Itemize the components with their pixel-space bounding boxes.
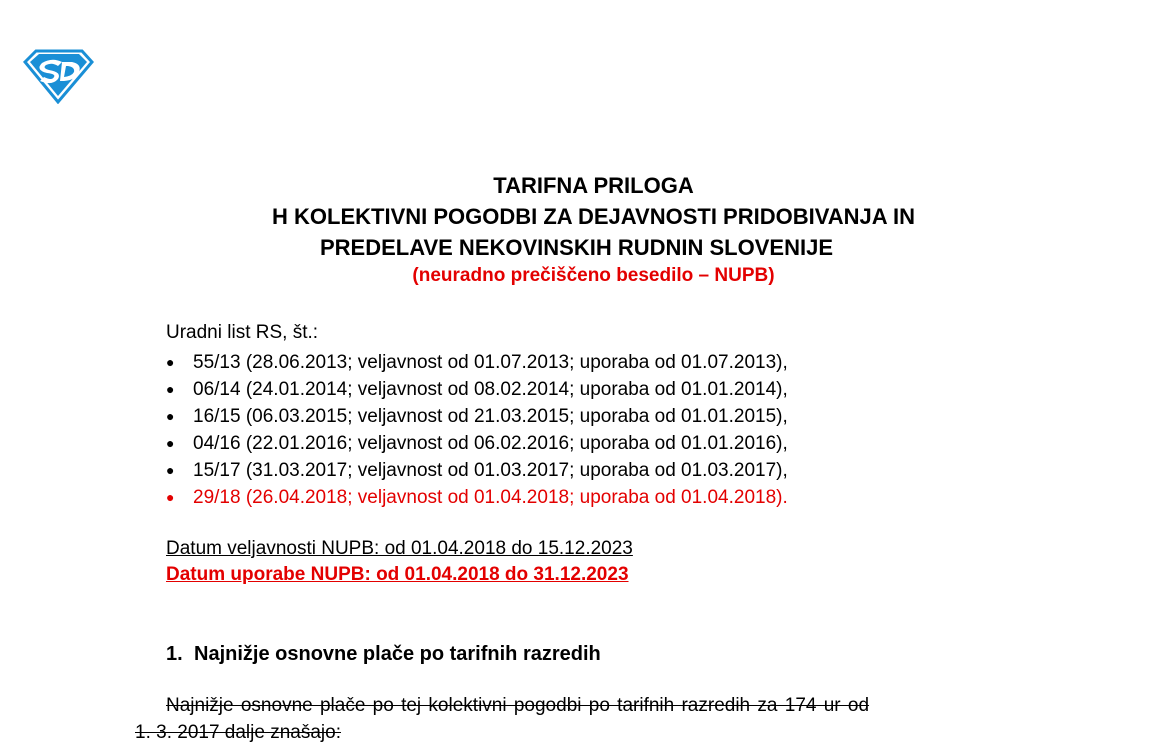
sd-shield-logo-icon bbox=[22, 48, 94, 104]
bullet-icon: ● bbox=[166, 381, 175, 397]
section-number: 1. bbox=[166, 643, 183, 665]
section-heading bbox=[166, 643, 601, 666]
list-item bbox=[166, 457, 788, 484]
bullet-icon: ● bbox=[166, 462, 175, 478]
title-line-3: PREDELAVE NEKOVINSKIH RUDNIN SLOVENIJE bbox=[319, 235, 833, 260]
struck-paragraph-line-1: Najnižje osnovne plače po tej kolektivni pogodbi po tarifnih razredih za 174 ur od bbox=[166, 695, 870, 716]
list-item-text: 29/18 (26.04.2018; veljavnost od 01.04.2018; uporaba od 01.04.2018). bbox=[193, 487, 788, 508]
title-line-2: H KOLEKTIVNI POGODBI ZA DEJAVNOSTI PRIDOBIVANJA IN bbox=[272, 204, 915, 229]
list-item-text: 55/13 (28.06.2013; veljavnost od 01.07.2013; uporaba od 01.07.2013), bbox=[193, 352, 788, 373]
list-item-text: 06/14 (24.01.2014; veljavnost od 08.02.2014; uporaba od 01.01.2014), bbox=[193, 379, 788, 400]
list-item-text: 04/16 (22.01.2016; veljavnost od 06.02.2016; uporaba od 01.01.2016), bbox=[193, 433, 788, 454]
document-title bbox=[0, 170, 1157, 289]
title-line-1: TARIFNA PRILOGA bbox=[493, 173, 694, 198]
list-item bbox=[166, 403, 788, 430]
uradni-list-items bbox=[166, 349, 788, 511]
list-item bbox=[166, 430, 788, 457]
list-item-text: 15/17 (31.03.2017; veljavnost od 01.03.2017; uporaba od 01.03.2017), bbox=[193, 460, 788, 481]
datum-veljavnosti: Datum veljavnosti NUPB: od 01.04.2018 do 15.12.2023 bbox=[166, 538, 633, 559]
bullet-icon: ● bbox=[166, 435, 175, 451]
struck-paragraph-line-2: 1. 3. 2017 dalje znašajo: bbox=[135, 722, 341, 743]
uradni-list-label: Uradni list RS, št.: bbox=[166, 322, 319, 343]
bullet-icon: ● bbox=[166, 489, 175, 505]
datum-uporabe: Datum uporabe NUPB: od 01.04.2018 do 31.12.2023 bbox=[166, 564, 629, 585]
bullet-icon: ● bbox=[166, 408, 175, 424]
list-item bbox=[166, 349, 788, 376]
bullet-icon: ● bbox=[166, 354, 175, 370]
list-item bbox=[166, 376, 788, 403]
document-subtitle: (neuradno prečiščeno besedilo – NUPB) bbox=[412, 265, 775, 286]
list-item-highlighted bbox=[166, 484, 788, 511]
section-title: Najnižje osnovne plače po tarifnih razredih bbox=[194, 643, 601, 665]
list-item-text: 16/15 (06.03.2015; veljavnost od 21.03.2015; uporaba od 01.01.2015), bbox=[193, 406, 788, 427]
